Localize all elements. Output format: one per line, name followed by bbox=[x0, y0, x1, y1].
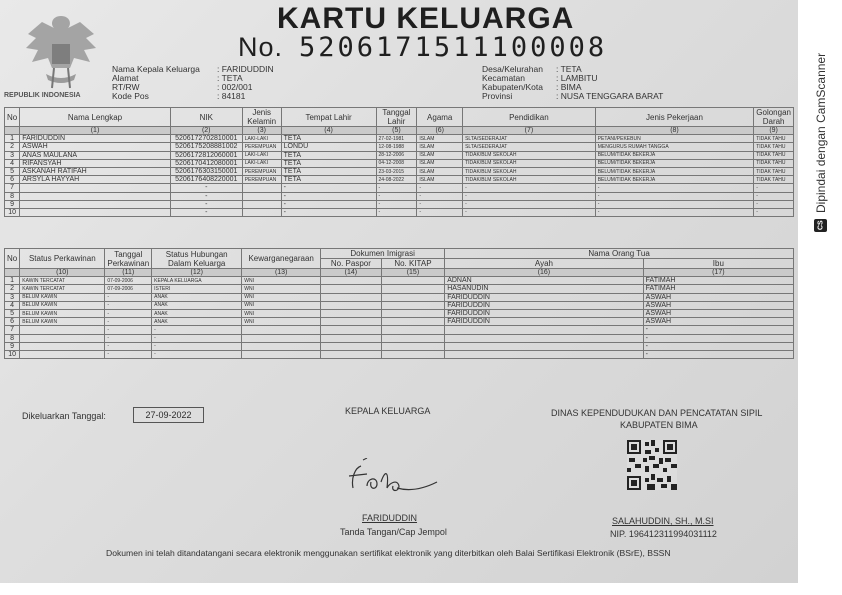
table-cell: BELUM KAWIN bbox=[20, 293, 105, 301]
table-cell bbox=[242, 200, 281, 208]
village-label: Desa/Kelurahan bbox=[482, 64, 543, 74]
table-cell bbox=[381, 318, 445, 326]
table-cell: 5206172812060001 bbox=[170, 151, 242, 159]
col-header-orangtua: Nama Orang Tua bbox=[445, 249, 794, 259]
column-number: (17) bbox=[643, 269, 793, 277]
table-cell: - bbox=[417, 208, 463, 216]
province-value: : NUSA TENGGARA BARAT bbox=[556, 91, 664, 101]
table-cell: ANAK bbox=[152, 301, 242, 309]
col-header: Tempat Lahir bbox=[281, 108, 376, 127]
column-number: (5) bbox=[376, 127, 417, 135]
table-row bbox=[5, 159, 794, 167]
col-header: Jenis Kelamin bbox=[242, 108, 281, 127]
table-cell: - bbox=[754, 184, 794, 192]
table-cell: 5206176303150001 bbox=[170, 167, 242, 175]
table-cell: 4 bbox=[5, 301, 20, 309]
table-cell: - bbox=[643, 326, 793, 334]
family-members-table bbox=[4, 107, 794, 217]
country-caption: REPUBLIK INDONESIA bbox=[4, 92, 81, 99]
number-label: No. bbox=[238, 32, 284, 62]
table-cell: 12-08-1988 bbox=[376, 143, 417, 151]
table-cell: - bbox=[281, 200, 376, 208]
table-cell bbox=[445, 350, 643, 358]
table-cell: - bbox=[754, 200, 794, 208]
col-header-ayah: Ayah bbox=[445, 259, 643, 269]
table-cell: - bbox=[463, 200, 596, 208]
watermark-text: Dipindai dengan CamScanner bbox=[814, 52, 828, 213]
table-cell bbox=[242, 350, 321, 358]
table-cell: - bbox=[152, 350, 242, 358]
table-cell: LAKI-LAKI bbox=[242, 151, 281, 159]
table-cell bbox=[242, 192, 281, 200]
table-cell: ASWAH bbox=[643, 293, 793, 301]
postcode-value: : 84181 bbox=[217, 91, 246, 101]
table-cell: 07-09-2006 bbox=[105, 285, 152, 293]
table-cell bbox=[381, 342, 445, 350]
table-cell: BELUM/TIDAK BEKERJA bbox=[595, 159, 754, 167]
table-row bbox=[5, 285, 794, 293]
table-cell bbox=[321, 293, 382, 301]
column-number: (15) bbox=[381, 269, 445, 277]
column-number: (12) bbox=[152, 269, 242, 277]
table-cell: WNI bbox=[242, 318, 321, 326]
table-cell: - bbox=[643, 342, 793, 350]
table-cell bbox=[242, 208, 281, 216]
table-cell: ASWAH bbox=[643, 301, 793, 309]
table-cell: TETA bbox=[281, 167, 376, 175]
kepala-title: KEPALA KELUARGA bbox=[345, 406, 431, 416]
table-cell: TETA bbox=[281, 151, 376, 159]
table-row bbox=[5, 293, 794, 301]
column-number: (10) bbox=[20, 269, 105, 277]
table-cell bbox=[321, 301, 382, 309]
table-cell: BELUM KAWIN bbox=[20, 301, 105, 309]
table-cell bbox=[381, 293, 445, 301]
column-number: (14) bbox=[321, 269, 382, 277]
column-number: (4) bbox=[281, 127, 376, 135]
table-cell: FARIDUDDIN bbox=[445, 301, 643, 309]
table-row bbox=[5, 277, 794, 285]
table-cell bbox=[381, 326, 445, 334]
table-cell: BELUM KAWIN bbox=[20, 309, 105, 317]
table-cell: - bbox=[643, 350, 793, 358]
table-cell: 1 bbox=[5, 277, 20, 285]
district-value: : LAMBITU bbox=[556, 73, 598, 83]
table-cell: - bbox=[595, 200, 754, 208]
kepala-name: FARIDUDDIN bbox=[362, 513, 418, 523]
table-cell: - bbox=[105, 350, 152, 358]
table-cell: - bbox=[417, 184, 463, 192]
table-row bbox=[5, 326, 794, 334]
table-cell: 23-03-2015 bbox=[376, 167, 417, 175]
regency-label: Kabupaten/Kota bbox=[482, 82, 543, 92]
table-cell: 9 bbox=[5, 342, 20, 350]
table-cell bbox=[445, 326, 643, 334]
table-cell bbox=[381, 309, 445, 317]
table-cell: TETA bbox=[281, 176, 376, 184]
table-cell bbox=[20, 350, 105, 358]
table-cell bbox=[381, 285, 445, 293]
col-header-status: Status Perkawinan bbox=[20, 249, 105, 269]
table-cell: TIDAK TAHU bbox=[754, 135, 794, 143]
table-cell: - bbox=[281, 208, 376, 216]
table-cell bbox=[242, 342, 321, 350]
issued-label: Dikeluarkan Tanggal: bbox=[22, 411, 106, 421]
table-cell: - bbox=[463, 208, 596, 216]
signature-image bbox=[333, 458, 443, 498]
table-cell: HASANUDIN bbox=[445, 285, 643, 293]
table-cell: BELUM/TIDAK BEKERJA bbox=[595, 167, 754, 175]
table-cell: ISLAM bbox=[417, 143, 463, 151]
table-cell: ASWAH bbox=[643, 318, 793, 326]
table-cell: - bbox=[463, 184, 596, 192]
table-cell bbox=[381, 277, 445, 285]
table-cell: FARIDUDDIN bbox=[445, 318, 643, 326]
column-number-row bbox=[5, 269, 794, 277]
table-cell: - bbox=[170, 184, 242, 192]
column-number: (8) bbox=[595, 127, 754, 135]
table-cell: 5206176408220001 bbox=[170, 176, 242, 184]
table-cell: LAKI-LAKI bbox=[242, 159, 281, 167]
table-cell bbox=[321, 326, 382, 334]
table-cell: TIDAK TAHU bbox=[754, 143, 794, 151]
head-name-value: : FARIDUDDIN bbox=[217, 64, 274, 74]
table-row bbox=[5, 184, 794, 192]
column-number-row bbox=[5, 127, 794, 135]
col-header: Jenis Pekerjaan bbox=[595, 108, 754, 127]
table-cell: - bbox=[417, 192, 463, 200]
table-cell bbox=[242, 334, 321, 342]
table-cell: TIDAK TAHU bbox=[754, 151, 794, 159]
camscanner-logo-icon: CS bbox=[815, 219, 828, 232]
table-cell: TIDAK TAHU bbox=[754, 159, 794, 167]
document-number bbox=[238, 32, 607, 63]
table-cell bbox=[20, 192, 171, 200]
table-row bbox=[5, 200, 794, 208]
table-cell: TIDAK/BLM SEKOLAH bbox=[463, 176, 596, 184]
table-cell: WNI bbox=[242, 293, 321, 301]
table-row bbox=[5, 167, 794, 175]
kepala-caption: Tanda Tangan/Cap Jempol bbox=[340, 527, 447, 537]
table-cell: - bbox=[105, 309, 152, 317]
table-cell: TETA bbox=[281, 135, 376, 143]
table-cell: - bbox=[105, 318, 152, 326]
table-cell: 5206175208881002 bbox=[170, 143, 242, 151]
column-number: (7) bbox=[463, 127, 596, 135]
table-cell: - bbox=[105, 342, 152, 350]
table-cell: 7 bbox=[5, 326, 20, 334]
table-row bbox=[5, 208, 794, 216]
col-header-kitap: No. KITAP bbox=[381, 259, 445, 269]
rtrw-value: : 002/001 bbox=[217, 82, 253, 92]
table-cell: FARIDUDDIN bbox=[20, 135, 171, 143]
col-header: No bbox=[5, 108, 20, 127]
table-row bbox=[5, 318, 794, 326]
table-cell: ARSYLA HAYYAH bbox=[20, 176, 171, 184]
table-cell: - bbox=[170, 192, 242, 200]
table-row bbox=[5, 301, 794, 309]
table-cell: - bbox=[105, 293, 152, 301]
table-header-row bbox=[5, 249, 794, 259]
table-cell: - bbox=[170, 208, 242, 216]
table-cell: ISLAM bbox=[417, 176, 463, 184]
table-cell: - bbox=[105, 326, 152, 334]
table-cell: - bbox=[595, 192, 754, 200]
table-cell: - bbox=[463, 192, 596, 200]
table-cell: ADNAN bbox=[445, 277, 643, 285]
table-cell: ASKANAH RATIFAH bbox=[20, 167, 171, 175]
postcode-label: Kode Pos bbox=[112, 91, 149, 101]
table-cell: 10 bbox=[5, 208, 20, 216]
province-label: Provinsi bbox=[482, 91, 513, 101]
table-cell: WNI bbox=[242, 301, 321, 309]
table-cell: ASWAH bbox=[643, 309, 793, 317]
table-cell: TIDAK/BLM SEKOLAH bbox=[463, 151, 596, 159]
table-cell: - bbox=[754, 208, 794, 216]
table-cell bbox=[20, 184, 171, 192]
col-header: NIK bbox=[170, 108, 242, 127]
table-cell: TIDAK/BLM SEKOLAH bbox=[463, 159, 596, 167]
col-header-dokumen: Dokumen Imigrasi bbox=[321, 249, 445, 259]
table-row bbox=[5, 309, 794, 317]
table-cell: - bbox=[170, 200, 242, 208]
table-cell: 8 bbox=[5, 192, 20, 200]
table-cell: - bbox=[376, 192, 417, 200]
district-label: Kecamatan bbox=[482, 73, 525, 83]
table-cell: ANAK bbox=[152, 309, 242, 317]
table-cell: ANAS MAULANA bbox=[20, 151, 171, 159]
table-cell: 5 bbox=[5, 309, 20, 317]
column-number: (9) bbox=[754, 127, 794, 135]
col-header-hubungan: Status Hubungan Dalam Keluarga bbox=[152, 249, 242, 269]
table-cell bbox=[321, 342, 382, 350]
table-cell bbox=[381, 334, 445, 342]
dinas-line1: DINAS KEPENDUDUKAN DAN PENCATATAN SIPIL bbox=[551, 408, 763, 418]
table-cell: ISLAM bbox=[417, 167, 463, 175]
table-cell: 5206170412080001 bbox=[170, 159, 242, 167]
header-row bbox=[482, 92, 663, 101]
table-cell: 3 bbox=[5, 293, 20, 301]
table-cell: - bbox=[643, 334, 793, 342]
table-cell: 07-09-2006 bbox=[105, 277, 152, 285]
table-cell: - bbox=[376, 208, 417, 216]
table-cell: 7 bbox=[5, 184, 20, 192]
address-value: : TETA bbox=[217, 73, 243, 83]
table-cell: 04-12-2008 bbox=[376, 159, 417, 167]
header-left-block bbox=[112, 65, 274, 101]
table-cell: ISLAM bbox=[417, 135, 463, 143]
table-cell: BELUM/TIDAK BEKERJA bbox=[595, 176, 754, 184]
table-cell: - bbox=[105, 334, 152, 342]
table-cell bbox=[242, 184, 281, 192]
table-cell: MENGURUS RUMAH TANGGA bbox=[595, 143, 754, 151]
column-number: (11) bbox=[105, 269, 152, 277]
col-header-tanggal: Tanggal Perkawinan bbox=[105, 249, 152, 269]
col-header-ibu: Ibu bbox=[643, 259, 793, 269]
table-cell: 2 bbox=[5, 285, 20, 293]
table-cell: TIDAK TAHU bbox=[754, 167, 794, 175]
table-cell: PEREMPUAN bbox=[242, 143, 281, 151]
official-name: SALAHUDDIN, SH., M.SI bbox=[612, 516, 714, 526]
column-number: (1) bbox=[20, 127, 171, 135]
table-cell bbox=[445, 342, 643, 350]
table-cell: 27-02-1981 bbox=[376, 135, 417, 143]
column-number: (16) bbox=[445, 269, 643, 277]
table-cell: - bbox=[417, 200, 463, 208]
table-cell: 9 bbox=[5, 200, 20, 208]
table-cell: - bbox=[152, 326, 242, 334]
table-cell: SLTA/SEDERAJAT bbox=[463, 143, 596, 151]
table-cell: BELUM/TIDAK BEKERJA bbox=[595, 151, 754, 159]
table-cell: 1 bbox=[5, 135, 20, 143]
table-row bbox=[5, 143, 794, 151]
header-right-block bbox=[482, 65, 663, 101]
col-header-paspor: No. Paspor bbox=[321, 259, 382, 269]
table-cell: - bbox=[281, 184, 376, 192]
table-cell: KAWIN TERCATAT bbox=[20, 277, 105, 285]
table-cell: 5 bbox=[5, 167, 20, 175]
table-cell: PETANI/PEKEBUN bbox=[595, 135, 754, 143]
header-row bbox=[112, 92, 274, 101]
table-row bbox=[5, 151, 794, 159]
table-cell: ISTERI bbox=[152, 285, 242, 293]
col-header-kewarganegaraan: Kewarganegaraan bbox=[242, 249, 321, 269]
column-number: (6) bbox=[417, 127, 463, 135]
table-cell: WNI bbox=[242, 285, 321, 293]
table-cell: PEREMPUAN bbox=[242, 176, 281, 184]
table-cell bbox=[20, 208, 171, 216]
head-name-label: Nama Kepala Keluarga bbox=[112, 64, 200, 74]
table-cell: RIFANSYAH bbox=[20, 159, 171, 167]
table-cell: 24-08-2022 bbox=[376, 176, 417, 184]
col-header: Golongan Darah bbox=[754, 108, 794, 127]
table-cell: 5206172702810001 bbox=[170, 135, 242, 143]
table-cell bbox=[381, 301, 445, 309]
table-cell: 3 bbox=[5, 151, 20, 159]
rtrw-label: RT/RW bbox=[112, 82, 140, 92]
table-row bbox=[5, 350, 794, 358]
col-header: Agama bbox=[417, 108, 463, 127]
qr-code-icon bbox=[627, 440, 677, 490]
table-cell bbox=[321, 285, 382, 293]
col-header-no: No bbox=[5, 249, 20, 269]
table-cell: 10 bbox=[5, 350, 20, 358]
table-cell bbox=[321, 309, 382, 317]
table-cell: BELUM KAWIN bbox=[20, 318, 105, 326]
table-cell: ASWAH bbox=[20, 143, 171, 151]
table-cell: TIDAK TAHU bbox=[754, 176, 794, 184]
table-row bbox=[5, 176, 794, 184]
official-nip: NIP. 196412311994031112 bbox=[610, 529, 717, 539]
regency-value: : BIMA bbox=[556, 82, 582, 92]
electronic-signature-note: Dokumen ini telah ditandatangani secara elektronik menggunakan sertifikat elektronik yang diterbitkan oleh Balai Sertifikasi Elektronik (BSrE), BSSN bbox=[106, 548, 671, 558]
col-header: Nama Lengkap bbox=[20, 108, 171, 127]
address-label: Alamat bbox=[112, 73, 139, 83]
table-cell bbox=[20, 200, 171, 208]
table-cell: FATIMAH bbox=[643, 277, 793, 285]
table-cell: WNI bbox=[242, 277, 321, 285]
table-cell: 8 bbox=[5, 334, 20, 342]
table-row bbox=[5, 135, 794, 143]
scanner-watermark bbox=[813, 12, 829, 232]
table-cell: ANAK bbox=[152, 293, 242, 301]
table-cell: ISLAM bbox=[417, 159, 463, 167]
table-cell: - bbox=[595, 208, 754, 216]
table-cell: PEREMPUAN bbox=[242, 167, 281, 175]
table-cell bbox=[381, 350, 445, 358]
table-cell: LONDU bbox=[281, 143, 376, 151]
dinas-line2: KABUPATEN BIMA bbox=[620, 420, 698, 430]
table-cell: ANAK bbox=[152, 318, 242, 326]
table-cell: WNI bbox=[242, 309, 321, 317]
table-cell: - bbox=[376, 200, 417, 208]
col-header: Tanggal Lahir bbox=[376, 108, 417, 127]
table-row bbox=[5, 334, 794, 342]
table-cell: 2 bbox=[5, 143, 20, 151]
garuda-emblem-icon bbox=[22, 8, 100, 98]
table-cell: - bbox=[376, 184, 417, 192]
table-cell: KAWIN TERCATAT bbox=[20, 285, 105, 293]
table-cell bbox=[5, 127, 20, 135]
table-cell bbox=[321, 318, 382, 326]
table-cell: 4 bbox=[5, 159, 20, 167]
family-status-table bbox=[4, 248, 794, 359]
table-cell bbox=[20, 342, 105, 350]
table-cell bbox=[20, 326, 105, 334]
column-number: (3) bbox=[242, 127, 281, 135]
table-cell: - bbox=[105, 301, 152, 309]
table-cell: FARIDUDDIN bbox=[445, 293, 643, 301]
table-cell: 6 bbox=[5, 176, 20, 184]
table-cell bbox=[445, 334, 643, 342]
table-cell: - bbox=[281, 192, 376, 200]
table-cell bbox=[321, 277, 382, 285]
column-number: (13) bbox=[242, 269, 321, 277]
table-cell: SLTA/SEDERAJAT bbox=[463, 135, 596, 143]
table-cell: 28-12-2006 bbox=[376, 151, 417, 159]
table-header-row bbox=[5, 108, 794, 127]
col-header: Pendidikan bbox=[463, 108, 596, 127]
table-cell bbox=[5, 269, 20, 277]
document-title: KARTU KELUARGA bbox=[277, 2, 575, 35]
table-cell bbox=[242, 326, 321, 334]
table-row bbox=[5, 192, 794, 200]
table-cell: TETA bbox=[281, 159, 376, 167]
table-cell: - bbox=[152, 334, 242, 342]
table-cell bbox=[321, 350, 382, 358]
issued-date: 27-09-2022 bbox=[133, 407, 204, 423]
column-number: (2) bbox=[170, 127, 242, 135]
village-value: : TETA bbox=[556, 64, 582, 74]
table-cell: TIDAK/BLM SEKOLAH bbox=[463, 167, 596, 175]
table-cell: ISLAM bbox=[417, 151, 463, 159]
table-cell: - bbox=[595, 184, 754, 192]
table-cell: FATIMAH bbox=[643, 285, 793, 293]
table-cell: FARIDUDDIN bbox=[445, 309, 643, 317]
table-cell: 6 bbox=[5, 318, 20, 326]
table-cell bbox=[321, 334, 382, 342]
table-cell: KEPALA KELUARGA bbox=[152, 277, 242, 285]
table-cell: - bbox=[754, 192, 794, 200]
table-cell bbox=[20, 334, 105, 342]
family-card-number: 5206171511100008 bbox=[299, 32, 608, 63]
table-row bbox=[5, 342, 794, 350]
table-cell: LAKI-LAKI bbox=[242, 135, 281, 143]
table-cell: - bbox=[152, 342, 242, 350]
